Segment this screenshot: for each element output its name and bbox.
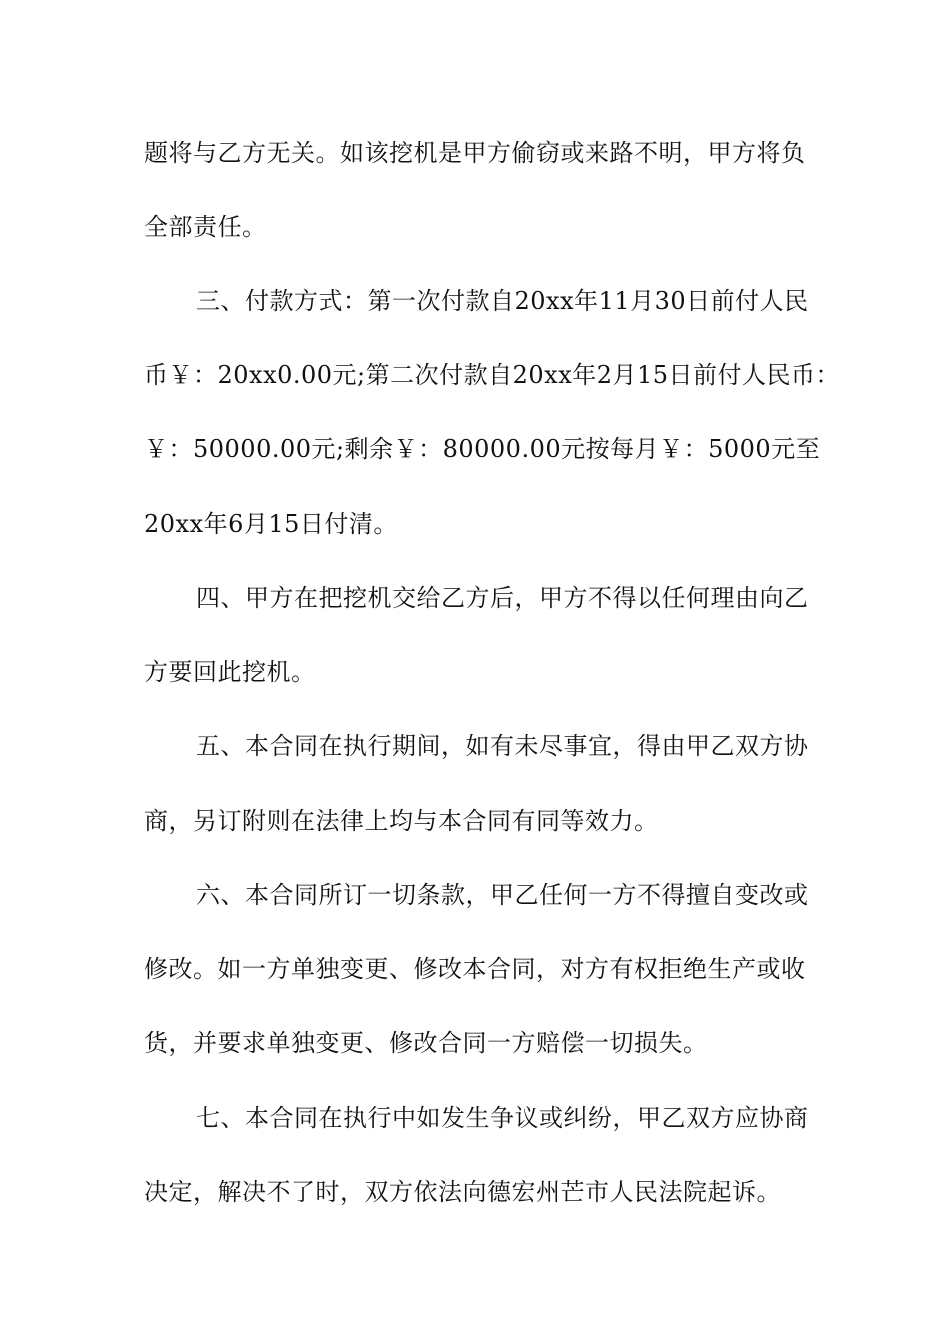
text-line: 题将与乙方无关。如该挖机是甲方偷窃或来路不明，甲方将负 [144, 139, 806, 167]
paragraph-7-start: 七、本合同在执行中如发生争议或纠纷，甲乙双方应协商 [196, 1104, 809, 1132]
paragraph-6-start: 六、本合同所订一切条款，甲乙任何一方不得擅自变改或 [196, 881, 809, 909]
text-line: 20xx年6月15日付清。 [144, 510, 398, 538]
text-line: 货，并要求单独变更、修改合同一方赔偿一切损失。 [144, 1029, 708, 1057]
text-line: 决定，解决不了时，双方依法向德宏州芒市人民法院起诉。 [144, 1178, 781, 1206]
paragraph-4-start: 四、甲方在把挖机交给乙方后，甲方不得以任何理由向乙 [196, 584, 809, 612]
text-line: 币￥：20xx0.00元;第二次付款自20xx年2月15日前付人民币： [144, 361, 841, 389]
paragraph-5-start: 五、本合同在执行期间，如有未尽事宜，得由甲乙双方协 [196, 732, 809, 760]
text-line: ￥：50000.00元;剩余￥：80000.00元按每月￥：5000元至 [144, 435, 821, 463]
paragraph-3-start: 三、付款方式：第一次付款自20xx年11月30日前付人民 [196, 287, 809, 315]
text-line: 方要回此挖机。 [144, 658, 316, 686]
text-line: 修改。如一方单独变更、修改本合同，对方有权拒绝生产或收 [144, 955, 806, 983]
text-line: 全部责任。 [144, 213, 267, 241]
text-line: 商，另订附则在法律上均与本合同有同等效力。 [144, 807, 659, 835]
